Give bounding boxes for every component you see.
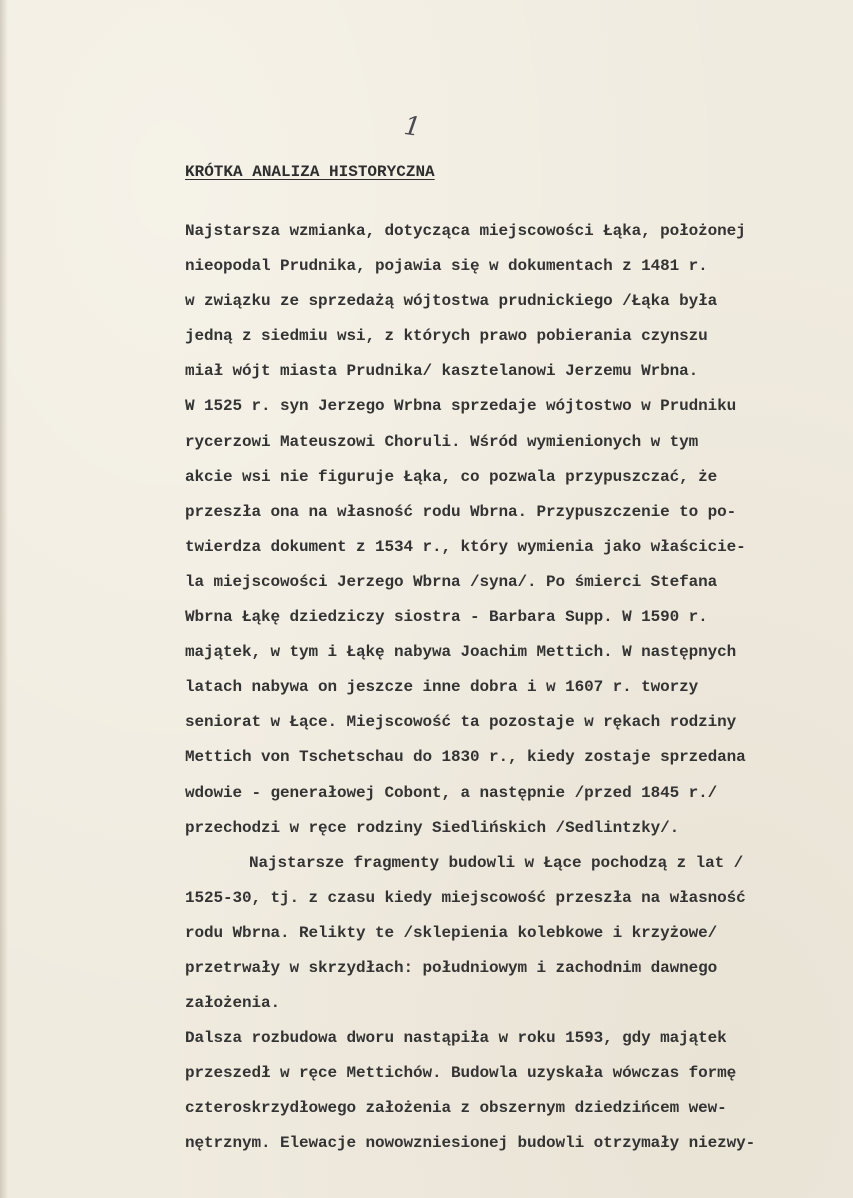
text-line: wdowie - generałowej Cobont, a następnie /przed 1845 r./ bbox=[185, 783, 718, 802]
text-line: Najstarsze fragmenty budowli w Łące pochodzą z lat / bbox=[249, 853, 744, 872]
text-line: nętrznym. Elewacje nowowzniesionej budowli otrzymały niezwy- bbox=[185, 1134, 756, 1153]
text-line: Dalsza rozbudowa dworu nastąpiła w roku 1593, gdy majątek bbox=[185, 1029, 727, 1048]
text-line: jedną z siedmiu wsi, z których prawo pobierania czynszu bbox=[185, 327, 708, 346]
text-line: rycerzowi Mateuszowi Choruli. Wśród wymienionych w tym bbox=[185, 432, 699, 451]
text-line: majątek, w tym i Łąkę nabywa Joachim Mettich. W następnych bbox=[185, 643, 737, 662]
text-line: akcie wsi nie figuruje Łąka, co pozwala przypuszczać, że bbox=[185, 467, 718, 486]
page-edge-shadow bbox=[0, 0, 8, 1198]
text-line: nieopodal Prudnika, pojawia się w dokumentach z 1481 r. bbox=[185, 257, 708, 276]
text-line: przetrwały w skrzydłach: południowym i zachodnim dawnego bbox=[185, 958, 718, 977]
text-line: przeszła ona na własność rodu Wbrna. Przypuszczenie to po- bbox=[185, 502, 737, 521]
text-line: czteroskrzydłowego założenia z obszernym dziedzińcem wew- bbox=[185, 1099, 727, 1118]
text-line: Wbrna Łąkę dziedziczy siostra - Barbara Supp. W 1590 r. bbox=[185, 608, 708, 627]
document-title: KRÓTKA ANALIZA HISTORYCZNA bbox=[185, 163, 435, 181]
text-line: la miejscowości Jerzego Wbrna /syna/. Po śmierci Stefana bbox=[185, 572, 718, 591]
text-line: rodu Wbrna. Relikty te /sklepienia kolebkowe i krzyżowe/ bbox=[185, 923, 718, 942]
text-line: miał wójt miasta Prudnika/ kasztelanowi Jerzemu Wrbna. bbox=[185, 362, 699, 381]
text-line: w związku ze sprzedażą wójtostwa prudnickiego /Łąka była bbox=[185, 292, 718, 311]
text-line: Mettich von Tschetschau do 1830 r., kiedy zostaje sprzedana bbox=[185, 748, 746, 767]
text-line: latach nabywa on jeszcze inne dobra i w 1607 r. tworzy bbox=[185, 678, 699, 697]
text-line: 1525-30, tj. z czasu kiedy miejscowość przeszła na własność bbox=[185, 888, 746, 907]
text-line: Najstarsza wzmianka, dotycząca miejscowości Łąka, położonej bbox=[185, 222, 746, 240]
handwritten-page-number: 1 bbox=[401, 110, 423, 144]
text-line: założenia. bbox=[185, 994, 281, 1013]
text-line: przeszedł w ręce Mettichów. Budowla uzyskała wówczas formę bbox=[185, 1064, 737, 1083]
text-line: seniorat w Łące. Miejscowość ta pozostaje w rękach rodziny bbox=[185, 713, 737, 732]
text-line: twierdza dokument z 1534 r., który wymienia jako właściciе- bbox=[185, 537, 746, 556]
text-line: przechodzi w ręce rodziny Siedlińskich /Sedlintzky/. bbox=[185, 818, 680, 837]
document-body bbox=[185, 214, 835, 1162]
text-line: W 1525 r. syn Jerzego Wrbna sprzedaje wójtostwo w Prudniku bbox=[185, 397, 737, 416]
